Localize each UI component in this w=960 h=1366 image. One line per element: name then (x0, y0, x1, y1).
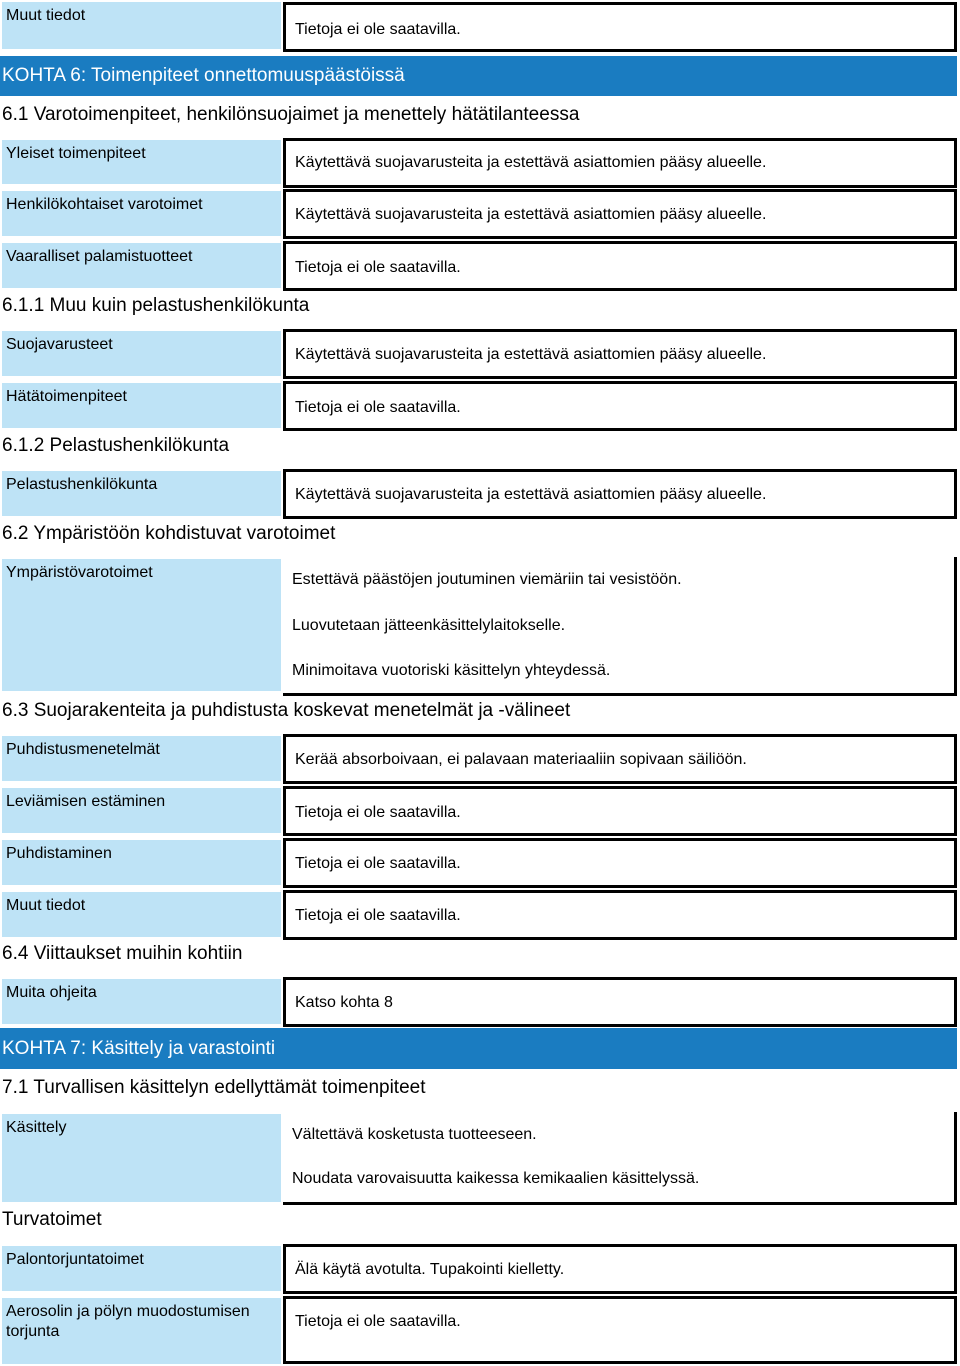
field-label-kasittely: Käsittely (2, 1114, 281, 1202)
subsection-title-6-1: 6.1 Varotoimenpiteet, henkilönsuojaimet ja menettely hätätilanteessa (2, 104, 580, 125)
field-label-aerosolin-ja-polyn: Aerosolin ja pölyn muodostumisen torjunta (2, 1298, 281, 1364)
section-banner-6: KOHTA 6: Toimenpiteet onnettomuuspäästöissä (0, 56, 957, 96)
value-text: Katso kohta 8 (295, 994, 393, 1011)
value-text: Älä käytä avotulta. Tupakointi kielletty. (295, 1261, 565, 1278)
field-value-pelastushenkilokunta (283, 469, 957, 519)
field-value-henkilokohtaiset-varotoimet (283, 189, 957, 239)
field-value-puhdistaminen (283, 838, 957, 888)
value-text: Tietoja ei ole saatavilla. (295, 855, 461, 872)
field-label-muut-tiedot: Muut tiedot (2, 892, 281, 937)
field-value-aerosolin-ja-polyn (283, 1296, 957, 1364)
value-text: Tietoja ei ole saatavilla. (295, 399, 461, 416)
value-text: Käytettävä suojavarusteita ja estettävä asiattomien pääsy alueelle. (295, 346, 767, 363)
field-label-yleiset-toimenpiteet: Yleiset toimenpiteet (2, 140, 281, 184)
value-line: Vältettävä kosketusta tuotteeseen. (292, 1126, 537, 1143)
field-label-vaaralliset-palamistuotteet: Vaaralliset palamistuotteet (2, 243, 281, 288)
field-value-kasittely (283, 1112, 957, 1205)
field-value-ymparistovarotoimet (283, 557, 957, 696)
field-value-yleiset-toimenpiteet (283, 138, 957, 188)
value-text: Tietoja ei ole saatavilla. (295, 21, 461, 38)
field-value-vaaralliset-palamistuotteet (283, 241, 957, 291)
value-line: Luovutetaan jätteenkäsittelylaitokselle. (292, 617, 566, 634)
field-value-palontorjuntatoimet (283, 1244, 957, 1294)
value-text: Käytettävä suojavarusteita ja estettävä asiattomien pääsy alueelle. (295, 486, 767, 503)
field-value-muut-tiedot (283, 890, 957, 940)
subsection-title-turvatoimet: Turvatoimet (2, 1209, 102, 1230)
subsection-title-6-3: 6.3 Suojarakenteita ja puhdistusta koskevat menetelmät ja -välineet (2, 700, 571, 721)
field-label-palontorjuntatoimet: Palontorjuntatoimet (2, 1246, 281, 1291)
field-value-muita-ohjeita (283, 977, 957, 1027)
value-text: Tietoja ei ole saatavilla. (295, 804, 461, 821)
value-text: Käytettävä suojavarusteita ja estettävä asiattomien pääsy alueelle. (295, 154, 767, 171)
subsection-title-6-1-1: 6.1.1 Muu kuin pelastushenkilökunta (2, 295, 310, 316)
value-text: Tietoja ei ole saatavilla. (295, 1313, 461, 1330)
value-text: Kerää absorboivaan, ei palavaan materiaaliin sopivaan säiliöön. (295, 751, 747, 768)
field-value-hatatoimenpiteet (283, 381, 957, 431)
value-line: Noudata varovaisuutta kaikessa kemikaalien käsittelyssä. (292, 1170, 700, 1187)
subsection-title-6-2: 6.2 Ympäristöön kohdistuvat varotoimet (2, 523, 336, 544)
value-text: Tietoja ei ole saatavilla. (295, 907, 461, 924)
subsection-title-6-1-2: 6.1.2 Pelastushenkilökunta (2, 435, 230, 456)
field-label-suojavarusteet: Suojavarusteet (2, 331, 281, 376)
field-value-muut-tiedot-top (283, 2, 957, 52)
section-banner-7: KOHTA 7: Käsittely ja varastointi (0, 1028, 957, 1069)
value-line: Minimoitava vuotoriski käsittelyn yhteydessä. (292, 662, 611, 679)
field-label-ymparistovarotoimet: Ympäristövarotoimet (2, 559, 281, 691)
value-text: Käytettävä suojavarusteita ja estettävä asiattomien pääsy alueelle. (295, 206, 767, 223)
field-label-muita-ohjeita: Muita ohjeita (2, 979, 281, 1024)
field-label-leviamisen-estaminen: Leviämisen estäminen (2, 788, 281, 833)
subsection-title-7-1: 7.1 Turvallisen käsittelyn edellyttämät toimenpiteet (2, 1077, 426, 1098)
subsection-title-6-4: 6.4 Viittaukset muihin kohtiin (2, 943, 243, 964)
field-label-muut-tiedot-top: Muut tiedot (2, 2, 281, 49)
field-value-suojavarusteet (283, 329, 957, 379)
value-text: Tietoja ei ole saatavilla. (295, 259, 461, 276)
field-label-puhdistusmenetelmat: Puhdistusmenetelmät (2, 736, 281, 781)
field-value-puhdistusmenetelmat (283, 734, 957, 784)
field-value-leviamisen-estaminen (283, 786, 957, 836)
field-label-pelastushenkilokunta: Pelastushenkilökunta (2, 471, 281, 516)
value-line: Estettävä päästöjen joutuminen viemäriin tai vesistöön. (292, 571, 682, 588)
field-label-hatatoimenpiteet: Hätätoimenpiteet (2, 383, 281, 428)
field-label-puhdistaminen: Puhdistaminen (2, 840, 281, 885)
field-label-henkilokohtaiset-varotoimet: Henkilökohtaiset varotoimet (2, 191, 281, 236)
